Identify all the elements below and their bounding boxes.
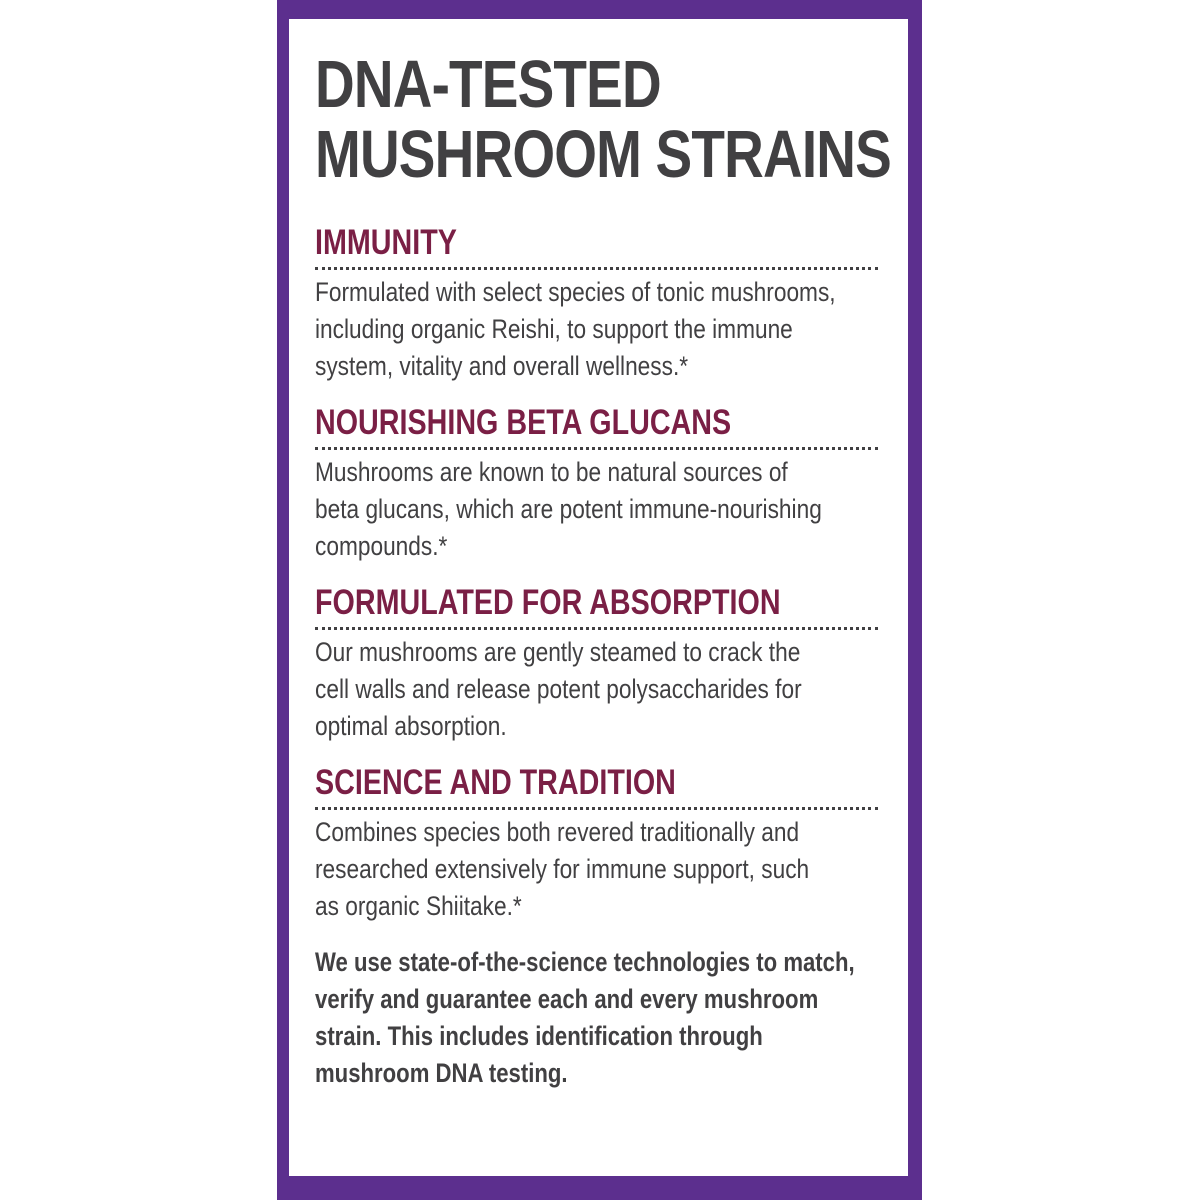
section-immunity — [315, 224, 895, 385]
section-beta-glucans — [315, 404, 895, 565]
section-heading: SCIENCE AND TRADITION — [315, 763, 676, 802]
section-body — [315, 814, 869, 925]
section-science-tradition — [315, 764, 895, 925]
closing-statement — [315, 944, 855, 1092]
title-line: MUSHROOM STRAINS — [315, 117, 891, 192]
body-line: researched extensively for immune support, such — [315, 854, 810, 884]
section-body — [315, 634, 869, 745]
body-line: Our mushrooms are gently steamed to crack the — [315, 637, 801, 667]
body-line: Formulated with select species of tonic mushrooms, — [315, 277, 836, 307]
closing-line: strain. This includes identification through — [315, 1021, 763, 1051]
body-line: cell walls and release potent polysaccharides for — [315, 674, 802, 704]
section-body — [315, 454, 869, 565]
section-heading: NOURISHING BETA GLUCANS — [315, 403, 732, 442]
section-heading: FORMULATED FOR ABSORPTION — [315, 583, 781, 622]
section-heading: IMMUNITY — [315, 223, 457, 262]
body-line: compounds.* — [315, 531, 448, 561]
closing-line: mushroom DNA testing. — [315, 1058, 568, 1088]
dotted-divider — [315, 267, 878, 270]
body-line: optimal absorption. — [315, 711, 507, 741]
body-line: Mushrooms are known to be natural sources of — [315, 457, 788, 487]
body-line: system, vitality and overall wellness.* — [315, 351, 689, 381]
dotted-divider — [315, 807, 878, 810]
section-absorption — [315, 584, 895, 745]
main-title — [315, 47, 891, 192]
sections — [315, 224, 895, 925]
content — [315, 47, 895, 1092]
body-line: as organic Shiitake.* — [315, 891, 522, 921]
body-line: including organic Reishi, to support the immune — [315, 314, 793, 344]
closing-line: verify and guarantee each and every mushroom — [315, 984, 819, 1014]
dotted-divider — [315, 447, 878, 450]
body-line: Combines species both revered traditionally and — [315, 817, 800, 847]
title-line: DNA-TESTED — [315, 47, 661, 122]
body-line: beta glucans, which are potent immune-nourishing — [315, 494, 822, 524]
closing-line: We use state-of-the-science technologies to match, — [315, 947, 855, 977]
dotted-divider — [315, 627, 878, 630]
section-body — [315, 274, 869, 385]
